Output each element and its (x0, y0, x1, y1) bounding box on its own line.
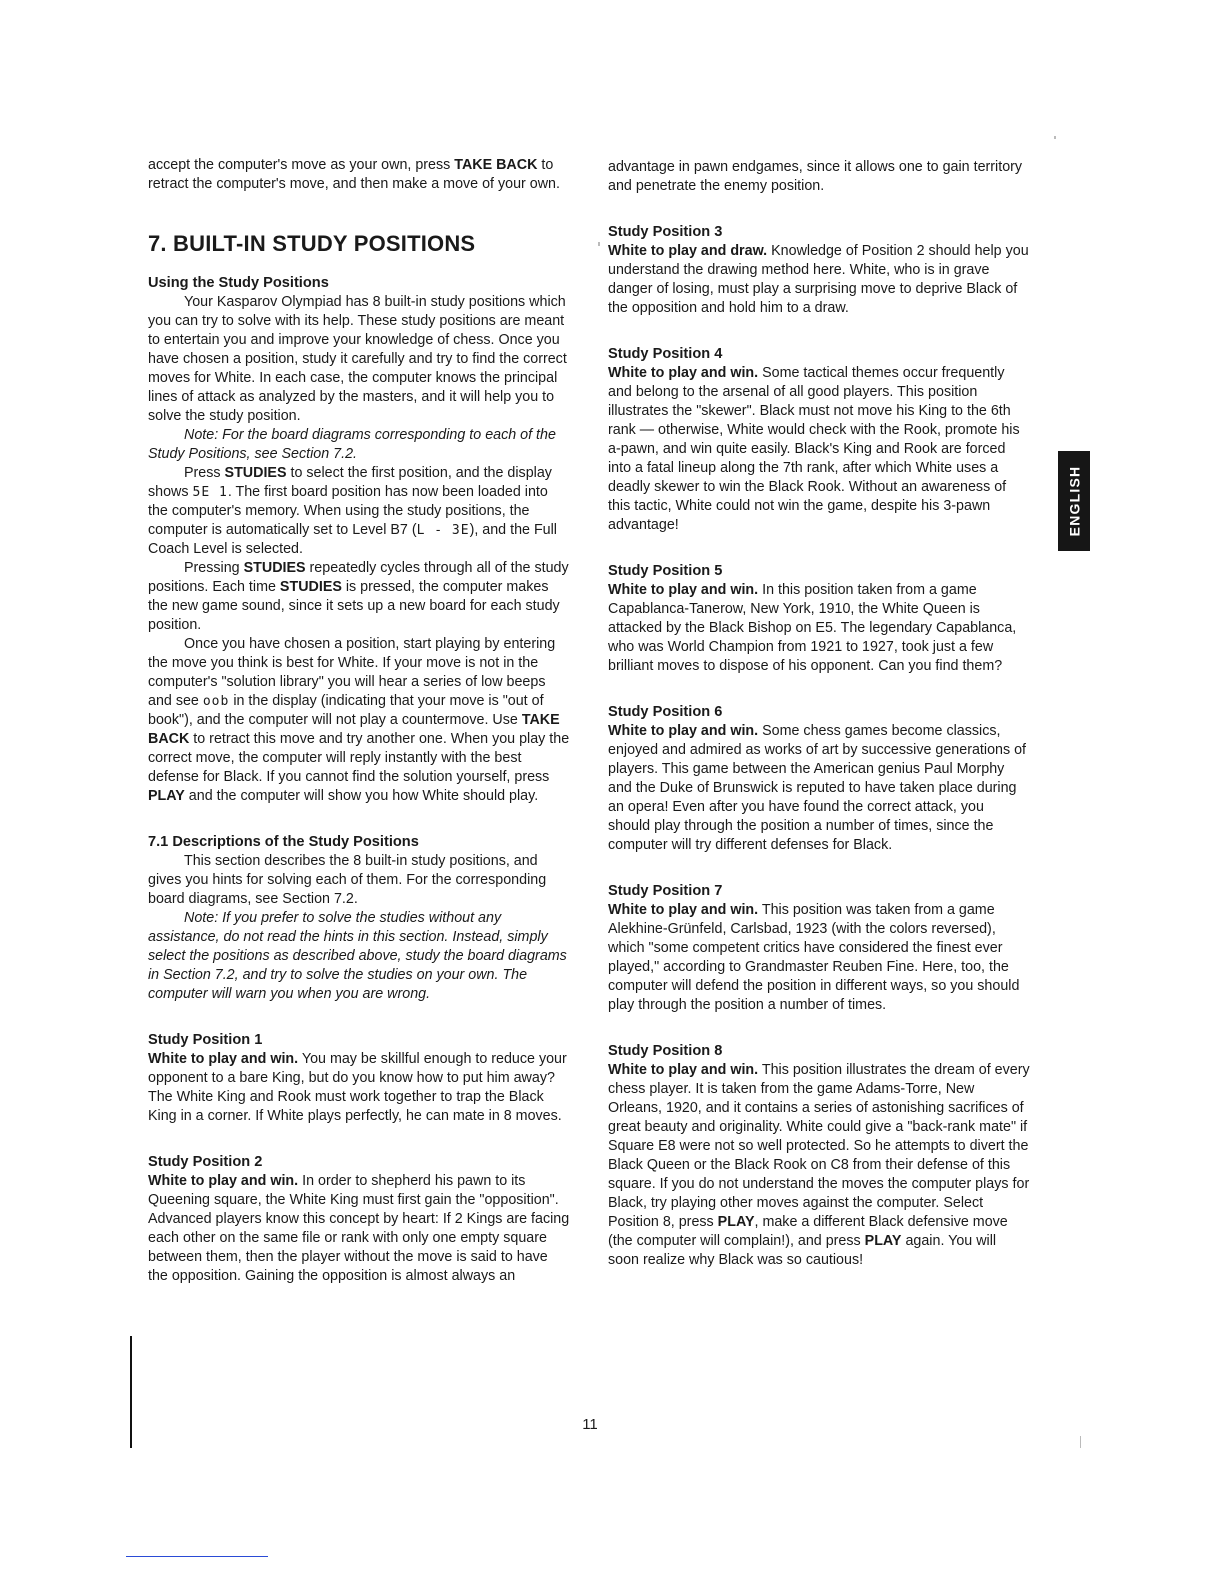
study-position-8 (608, 1042, 1030, 1270)
language-tab (1058, 451, 1090, 551)
study-body (608, 242, 1030, 318)
study-title: Study Position 3 (608, 224, 723, 240)
study-lead: White to play and win. (148, 1051, 299, 1067)
footnote-rule (126, 1556, 268, 1557)
language-tab-label: ENGLISH (1066, 465, 1083, 537)
study-lead: White to play and win. (608, 365, 759, 381)
study-position-6 (608, 703, 1030, 855)
study-body (608, 581, 1030, 676)
study-title: Study Position 1 (148, 1032, 263, 1048)
study-title: Study Position 4 (608, 346, 723, 362)
using-paragraph-2: Press STUDIES to select the first position, and the display shows 5E 1. The first board position has now been loaded into the computer's memory. When using the study positions, the computer is automatically set to Level B7 (L - 3E), and the Full Coach Level is selected. (148, 465, 557, 557)
study-lead: White to play and win. (608, 582, 759, 598)
study-position-4 (608, 345, 1030, 535)
study-position-2 (148, 1153, 570, 1286)
study-text: In order to shepherd his pawn to its Queening square, the White King must first gain the "opposition". Advanced players know this concept by heart: If 2 Kings are facing each other on the same file or rank with only one empty square between them, then the player without the move is said to have the opposition. Gaining the opposition is almost always an (148, 1173, 570, 1284)
using-paragraph-1: Your Kasparov Olympiad has 8 built-in study positions which you can try to solve with its help. These study positions are meant to entertain you and improve your knowledge of chess. Once you have chosen a position, study it carefully and try to find the correct moves for White. In each case, the computer knows the principal lines of attack as analyzed by the masters, and it will help you to solve the study position. (148, 294, 567, 424)
study-text: Some tactical themes occur frequently and belong to the arsenal of all good players. This position illustrates the "skewer". Black must not move his King to the 6th rank — otherwise, White would check with the Rook, promote his a-pawn, and win quite easily. Black's King and Rook are forced into a fatal lineup along the 7th rank, after which White uses a deadly skewer to win the Black Rook. Without an awareness of this tactic, White could not win the game, despite his 3-pawn advantage! (608, 365, 1020, 533)
study-position-5 (608, 562, 1030, 676)
scan-speck (1080, 1436, 1081, 1448)
descriptions-section (148, 833, 570, 1004)
study-lead: White to play and win. (608, 902, 759, 918)
study-position-1 (148, 1031, 570, 1126)
study-body (148, 1050, 570, 1126)
left-column (148, 156, 570, 1286)
study-title: Study Position 7 (608, 883, 723, 899)
study-body (148, 1172, 570, 1286)
study-text: Some chess games become classics, enjoyed and admired as works of art by successive generations of players. This game between the American genius Paul Morphy and the Duke of Brunswick is reputed to have taken place during an opera! Even after you have found the correct attack, you should play through the position a number of times, since the computer will try different defenses for Black. (608, 723, 1027, 853)
study-text: Knowledge of Position 2 should help you understand the drawing method here. White, who is in grave danger of losing, must play a surprising move to deprive Black of the opposition and hold him to a draw. (608, 243, 1029, 316)
page-number: 11 (582, 1416, 598, 1433)
study-title: Study Position 5 (608, 563, 723, 579)
study-body (608, 1061, 1030, 1270)
scan-speck (1054, 136, 1056, 139)
descriptions-note: Note: If you prefer to solve the studies without any assistance, do not read the hints in this section. Instead, simply select the positions as described above, study the board diagrams in Section 7.2, and try to solve the studies on your own. The computer will warn you when you are wrong. (148, 910, 567, 1002)
continuation-paragraph: advantage in pawn endgames, since it allows one to gain territory and penetrate the enemy position. (608, 159, 1023, 194)
study-text: This position illustrates the dream of every chess player. It is taken from the game Adams-Torre, New Orleans, 1920, and it contains a series of astonishing sacrifices of great beauty and originality. White could give a "back-rank mate" if Square E8 were not so well protected. So he attempts to divert the Black Queen or the Black Rook on C8 from their defense of this square. If you do not understand the moves the computer plays for Black, try playing other moves against the computer. Select Position 8, press PLAY, make a different Black defensive move (the computer will complain!), and press PLAY again. You will soon realize why Black was so cautious! (608, 1062, 1030, 1268)
study-text: This position was taken from a game Alekhine-Grünfeld, Carlsbad, 1923 (with the colors reversed), which "some competent critics have considered the finest ever played," according to Grandmaster Reuben Fine. Here, too, the computer will defend the position in different ways, so you should play through the position a number of times. (608, 902, 1020, 1013)
study-position-7 (608, 882, 1030, 1015)
study-body (608, 364, 1030, 535)
margin-mark (130, 1336, 132, 1448)
study-title: Study Position 6 (608, 704, 723, 720)
study-title: Study Position 8 (608, 1043, 723, 1059)
intro-paragraph: accept the computer's move as your own, press TAKE BACK to retract the computer's move, and then make a move of your own. (148, 157, 560, 192)
using-paragraph-4: Once you have chosen a position, start playing by entering the move you think is best for White. If your move is not in the computer's "solution library" you will hear a series of low beeps and see oob in the display (indicating that your move is "out of book"), and the computer will not play a countermove. Use TAKE BACK to retract this move and try another one. When you play the correct move, the computer will reply instantly with the best defense for Black. If you cannot find the solution yourself, press PLAY and the computer will show you how White should play. (148, 636, 570, 804)
section-title: 7. BUILT-IN STUDY POSITIONS (148, 231, 476, 256)
scan-speck (598, 242, 600, 246)
using-note: Note: For the board diagrams corresponding to each of the Study Positions, see Section 7.2. (148, 427, 556, 462)
study-title: Study Position 2 (148, 1154, 263, 1170)
using-paragraph-3: Pressing STUDIES repeatedly cycles through all of the study positions. Each time STUDIES is pressed, the computer makes the new game sound, since it sets up a new board for each study position. (148, 560, 569, 633)
study-lead: White to play and win. (608, 1062, 759, 1078)
descriptions-paragraph: This section describes the 8 built-in study positions, and gives you hints for solving each of them. For the corresponding board diagrams, see Section 7.2. (148, 853, 547, 907)
study-body (608, 901, 1030, 1015)
study-lead: White to play and win. (608, 723, 759, 739)
study-text: In this position taken from a game Capablanca-Tanerow, New York, 1910, the White Queen is attacked by the Black Bishop on E5. The legendary Capablanca, who was World Champion from 1921 to 1927, took just a few brilliant moves to dispose of his opponent. Can you find them? (608, 582, 1017, 674)
study-lead: White to play and win. (148, 1173, 299, 1189)
descriptions-heading: 7.1 Descriptions of the Study Positions (148, 834, 419, 850)
study-lead: White to play and draw. (608, 243, 768, 259)
right-column (608, 158, 1030, 1270)
study-text: You may be skillful enough to reduce your opponent to a bare King, but do you know how to put him away? The White King and Rook must work together to trap the Black King in a corner. If White plays perfectly, he can mate in 8 moves. (148, 1051, 567, 1124)
study-position-3 (608, 223, 1030, 318)
using-heading: Using the Study Positions (148, 275, 329, 291)
study-body (608, 722, 1030, 855)
